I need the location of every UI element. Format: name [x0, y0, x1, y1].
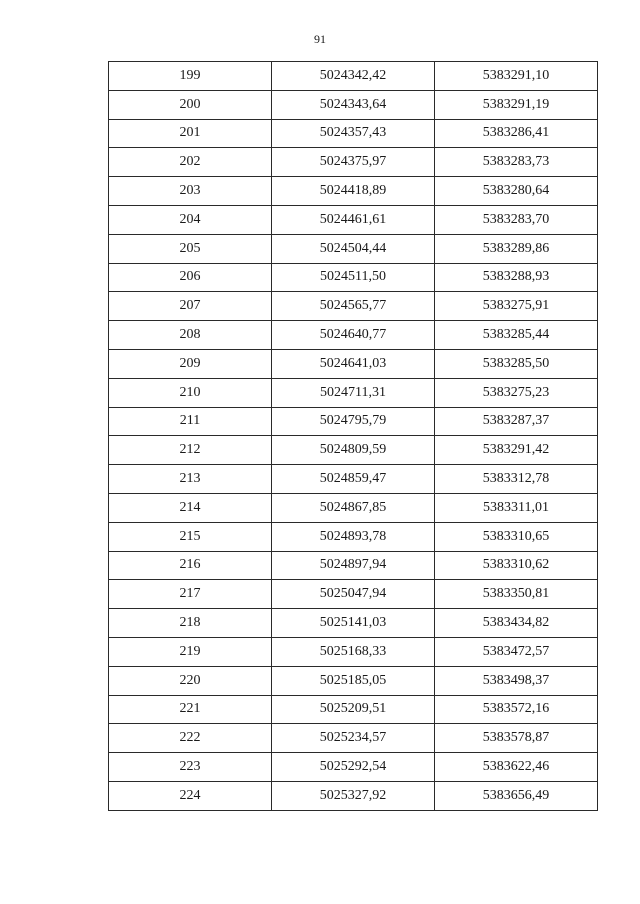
table-row — [109, 637, 598, 666]
y-coordinate-cell: 5383291,19 — [435, 90, 598, 119]
table-row — [109, 205, 598, 234]
table-row — [109, 62, 598, 91]
point-number-cell: 203 — [109, 177, 272, 206]
point-number-cell: 220 — [109, 666, 272, 695]
table-row — [109, 753, 598, 782]
point-number-cell: 205 — [109, 234, 272, 263]
y-coordinate-cell: 5383275,91 — [435, 292, 598, 321]
y-coordinate-cell: 5383350,81 — [435, 580, 598, 609]
point-number-cell: 215 — [109, 522, 272, 551]
y-coordinate-cell: 5383286,41 — [435, 119, 598, 148]
x-coordinate-cell: 5024859,47 — [272, 465, 435, 494]
x-coordinate-cell: 5024795,79 — [272, 407, 435, 436]
y-coordinate-cell: 5383472,57 — [435, 637, 598, 666]
y-coordinate-cell: 5383285,44 — [435, 321, 598, 350]
x-coordinate-cell: 5025209,51 — [272, 695, 435, 724]
point-number-cell: 222 — [109, 724, 272, 753]
x-coordinate-cell: 5024357,43 — [272, 119, 435, 148]
x-coordinate-cell: 5025185,05 — [272, 666, 435, 695]
table-row — [109, 407, 598, 436]
y-coordinate-cell: 5383289,86 — [435, 234, 598, 263]
point-number-cell: 208 — [109, 321, 272, 350]
x-coordinate-cell: 5024343,64 — [272, 90, 435, 119]
point-number-cell: 214 — [109, 493, 272, 522]
y-coordinate-cell: 5383283,70 — [435, 205, 598, 234]
point-number-cell: 213 — [109, 465, 272, 494]
x-coordinate-cell: 5024640,77 — [272, 321, 435, 350]
y-coordinate-cell: 5383280,64 — [435, 177, 598, 206]
table-row — [109, 148, 598, 177]
y-coordinate-cell: 5383283,73 — [435, 148, 598, 177]
y-coordinate-cell: 5383285,50 — [435, 349, 598, 378]
x-coordinate-cell: 5024809,59 — [272, 436, 435, 465]
point-number-cell: 224 — [109, 781, 272, 810]
table-row — [109, 724, 598, 753]
point-number-cell: 221 — [109, 695, 272, 724]
table-row — [109, 90, 598, 119]
y-coordinate-cell: 5383287,37 — [435, 407, 598, 436]
table-row — [109, 378, 598, 407]
y-coordinate-cell: 5383578,87 — [435, 724, 598, 753]
x-coordinate-cell: 5024867,85 — [272, 493, 435, 522]
table-row — [109, 292, 598, 321]
point-number-cell: 202 — [109, 148, 272, 177]
table-row — [109, 493, 598, 522]
x-coordinate-cell: 5024893,78 — [272, 522, 435, 551]
x-coordinate-cell: 5025047,94 — [272, 580, 435, 609]
point-number-cell: 217 — [109, 580, 272, 609]
point-number-cell: 216 — [109, 551, 272, 580]
y-coordinate-cell: 5383291,42 — [435, 436, 598, 465]
point-number-cell: 201 — [109, 119, 272, 148]
x-coordinate-cell: 5024418,89 — [272, 177, 435, 206]
point-number-cell: 206 — [109, 263, 272, 292]
table-row — [109, 465, 598, 494]
table-row — [109, 580, 598, 609]
table-row — [109, 695, 598, 724]
coordinates-table — [108, 61, 598, 811]
y-coordinate-cell: 5383275,23 — [435, 378, 598, 407]
table-row — [109, 666, 598, 695]
x-coordinate-cell: 5025168,33 — [272, 637, 435, 666]
point-number-cell: 209 — [109, 349, 272, 378]
point-number-cell: 200 — [109, 90, 272, 119]
point-number-cell: 207 — [109, 292, 272, 321]
y-coordinate-cell: 5383434,82 — [435, 609, 598, 638]
x-coordinate-cell: 5024375,97 — [272, 148, 435, 177]
y-coordinate-cell: 5383310,65 — [435, 522, 598, 551]
table-row — [109, 234, 598, 263]
x-coordinate-cell: 5024342,42 — [272, 62, 435, 91]
table-row — [109, 263, 598, 292]
point-number-cell: 223 — [109, 753, 272, 782]
y-coordinate-cell: 5383311,01 — [435, 493, 598, 522]
point-number-cell: 218 — [109, 609, 272, 638]
y-coordinate-cell: 5383310,62 — [435, 551, 598, 580]
table-row — [109, 436, 598, 465]
page-number: 91 — [314, 32, 326, 46]
x-coordinate-cell: 5024504,44 — [272, 234, 435, 263]
table-row — [109, 349, 598, 378]
coordinates-table-body — [109, 62, 598, 811]
table-row — [109, 781, 598, 810]
table-row — [109, 177, 598, 206]
x-coordinate-cell: 5025234,57 — [272, 724, 435, 753]
x-coordinate-cell: 5024897,94 — [272, 551, 435, 580]
table-row — [109, 609, 598, 638]
y-coordinate-cell: 5383288,93 — [435, 263, 598, 292]
point-number-cell: 199 — [109, 62, 272, 91]
table-row — [109, 551, 598, 580]
y-coordinate-cell: 5383312,78 — [435, 465, 598, 494]
x-coordinate-cell: 5024641,03 — [272, 349, 435, 378]
x-coordinate-cell: 5025292,54 — [272, 753, 435, 782]
y-coordinate-cell: 5383572,16 — [435, 695, 598, 724]
x-coordinate-cell: 5025141,03 — [272, 609, 435, 638]
table-row — [109, 522, 598, 551]
y-coordinate-cell: 5383498,37 — [435, 666, 598, 695]
table-row — [109, 119, 598, 148]
x-coordinate-cell: 5024565,77 — [272, 292, 435, 321]
y-coordinate-cell: 5383656,49 — [435, 781, 598, 810]
x-coordinate-cell: 5024711,31 — [272, 378, 435, 407]
x-coordinate-cell: 5024511,50 — [272, 263, 435, 292]
point-number-cell: 204 — [109, 205, 272, 234]
point-number-cell: 210 — [109, 378, 272, 407]
point-number-cell: 219 — [109, 637, 272, 666]
point-number-cell: 211 — [109, 407, 272, 436]
x-coordinate-cell: 5025327,92 — [272, 781, 435, 810]
y-coordinate-cell: 5383622,46 — [435, 753, 598, 782]
x-coordinate-cell: 5024461,61 — [272, 205, 435, 234]
table-row — [109, 321, 598, 350]
point-number-cell: 212 — [109, 436, 272, 465]
y-coordinate-cell: 5383291,10 — [435, 62, 598, 91]
